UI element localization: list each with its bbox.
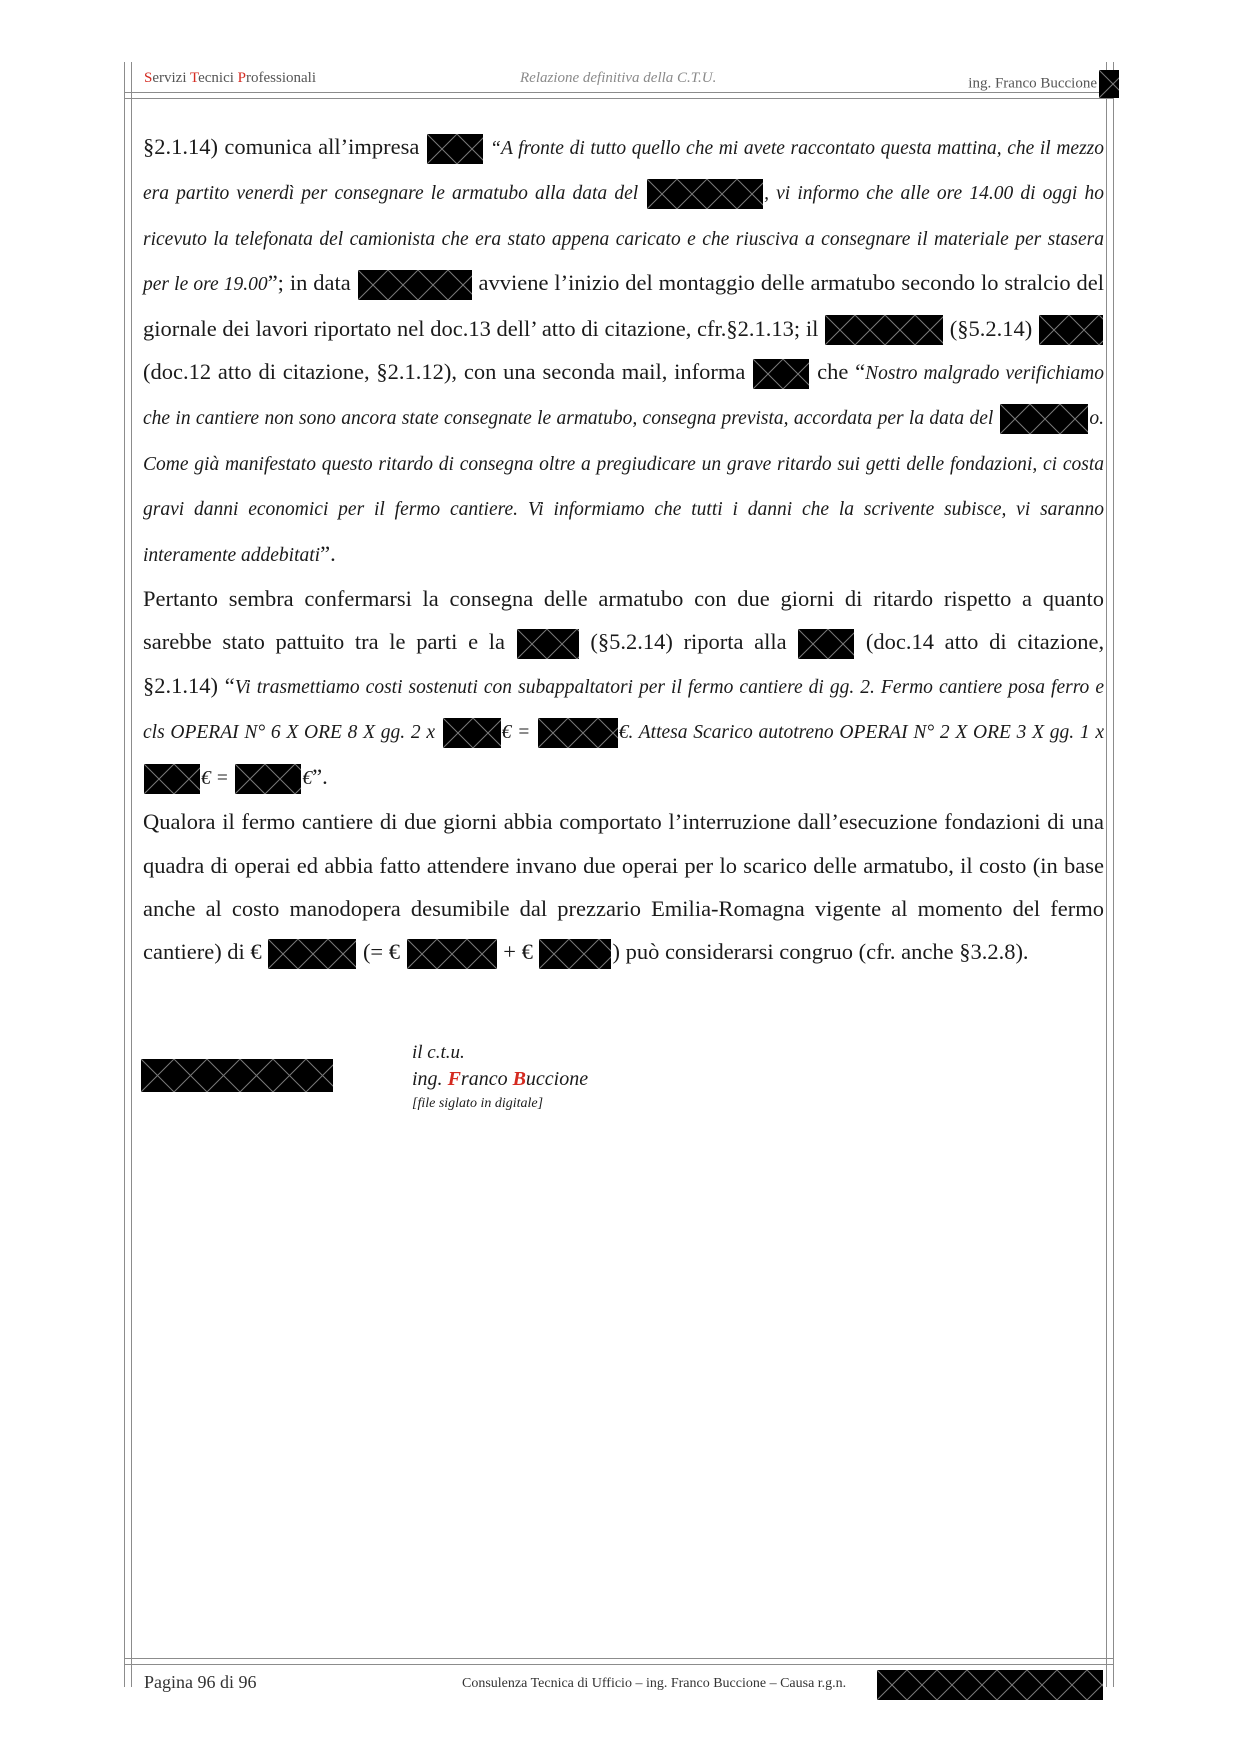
signature-block — [412, 1040, 588, 1115]
redaction-block — [407, 939, 497, 969]
redaction-block — [1099, 70, 1119, 98]
header-document-title: Relazione definitiva della C.T.U. — [520, 70, 717, 86]
quoted-text: o. Come già manifestato questo ritardo di consegna oltre a pregiudicare un grave ritardo sui getti delle fondazioni, ci costa gravi danni economici per il fermo cantiere. Vi informiamo che tutti i danni che la scrivente subisce, vi saranno interamente addebitati — [143, 408, 1105, 566]
redaction-block — [877, 1670, 1103, 1700]
redaction-block — [798, 629, 854, 659]
frame-line — [1106, 62, 1107, 1687]
signature-initial: F — [447, 1068, 461, 1090]
header-author-name: ing. Franco Buccione — [968, 75, 1097, 92]
signature-prefix: ing. — [412, 1068, 448, 1090]
footer-case-info: Consulenza Tecnica di Ufficio – ing. Franco Buccione – Causa r.g.n. — [462, 1676, 847, 1691]
header-initial: P — [237, 70, 246, 86]
body-text: ) può considerarsi congruo (cfr. anche §3.2.8). — [612, 939, 1029, 965]
header-word: ecnici — [198, 70, 238, 86]
body-text: + € — [503, 939, 533, 965]
document-body — [143, 125, 1104, 974]
signature-role: il c.t.u. — [412, 1042, 465, 1063]
page-number: Pagina 96 di 96 — [144, 1672, 257, 1692]
frame-line — [124, 62, 125, 1687]
quoted-text: “A fronte di tutto quello che mi avete raccontato questa mattina, che il mezzo era partito venerdì per consegnare le armatubo alla data del — [143, 138, 1104, 205]
paragraph — [143, 125, 1104, 577]
body-text: Pertanto sembra confermarsi la consegna delle armatubo con due giorni di ritardo rispetto a quanto sarebbe stato pattuito tra le parti e la — [143, 586, 1104, 655]
redaction-block — [538, 718, 618, 748]
header-initial: T — [189, 70, 199, 86]
signature-first-name: ranco — [460, 1068, 513, 1090]
body-text: (doc.14 atto di citazione, §2.1.14) “ — [143, 629, 1105, 698]
quoted-text: € = — [201, 767, 229, 789]
header-organization — [144, 70, 316, 87]
redaction-block — [144, 764, 200, 794]
body-text: ”; in data — [267, 270, 351, 296]
body-text: Qualora il fermo cantiere di due giorni abbia comportato l’interruzione dall’esecuzione fondazioni di una quadra di operai ed abbia fatto attendere invano due operai per lo scarico delle armatubo, il costo (in base anche al costo manodopera desumibile dal prezzario Emilia-Romagna vigente al momento del fermo cantiere) di € — [143, 809, 1104, 965]
redaction-block — [268, 939, 356, 969]
redaction-block — [141, 1059, 333, 1092]
header-initial: S — [144, 70, 153, 86]
body-text: che “ — [817, 359, 866, 385]
paragraph — [143, 577, 1104, 800]
redaction-block — [1039, 315, 1103, 345]
header-word: rofessionali — [246, 70, 316, 86]
quoted-text: €. Attesa Scarico autotreno OPERAI N° 2 X ORE 3 X gg. 1 x — [618, 722, 1105, 744]
redaction-block — [517, 629, 579, 659]
redaction-block — [358, 270, 472, 300]
quoted-text: Vi trasmettiamo costi sostenuti con subappaltatori per il fermo cantiere di gg. 2. Fermo cantiere posa ferro e cls OPERAI N° 6 X ORE 8 X gg. 2 x — [143, 676, 1105, 744]
header-rule — [124, 98, 1114, 99]
body-text: ”. — [320, 540, 336, 566]
signature-note: [file siglato in digitale] — [412, 1096, 544, 1111]
header-word: ervizi — [152, 70, 190, 86]
signature-last-name: uccione — [525, 1068, 589, 1090]
frame-line — [131, 62, 132, 1687]
body-text: avviene l’inizio del montaggio delle armatubo secondo lo stralcio del giornale dei lavori riportato nel doc.13 dell’ atto di citazione, cfr.§2.1.13; il — [143, 270, 1104, 341]
signature-name — [412, 1066, 588, 1093]
body-text: ”. — [312, 763, 328, 789]
redaction-block — [427, 134, 483, 164]
redaction-block — [539, 939, 611, 969]
redaction-block — [825, 315, 943, 345]
redaction-block — [647, 179, 763, 209]
quoted-text: , vi informo che alle ore 14.00 di oggi ho ricevuto la telefonata del camionista che era stato appena caricato e che riusciva a consegnare il materiale per stasera per le ore 19.00 — [143, 183, 1105, 296]
footer-rule — [124, 1658, 1114, 1659]
body-text: (doc.12 atto di citazione, §2.1.12), con una seconda mail, informa — [143, 359, 746, 385]
body-text: (§5.2.14) — [949, 315, 1033, 341]
body-text: (= € — [362, 939, 400, 965]
redaction-block — [1000, 404, 1088, 434]
quoted-text: Nostro malgrado verifichiamo che in cantiere non sono ancora state consegnate le armatubo, consegna prevista, accordata per la data del — [143, 363, 1105, 430]
header-author — [968, 70, 1120, 98]
footer-rule — [124, 1664, 1114, 1665]
body-text: (§5.2.14) riporta alla — [590, 629, 787, 655]
frame-line — [1113, 62, 1114, 1687]
body-text: §2.1.14) comunica all’impresa — [143, 134, 420, 159]
paragraph — [143, 800, 1104, 974]
redaction-block — [443, 718, 501, 748]
header-rule — [124, 92, 1114, 93]
redaction-block — [753, 359, 809, 389]
quoted-text: € = — [501, 722, 531, 744]
signature-initial: B — [512, 1068, 526, 1090]
redaction-block — [235, 764, 301, 794]
quoted-text: € — [302, 767, 313, 789]
